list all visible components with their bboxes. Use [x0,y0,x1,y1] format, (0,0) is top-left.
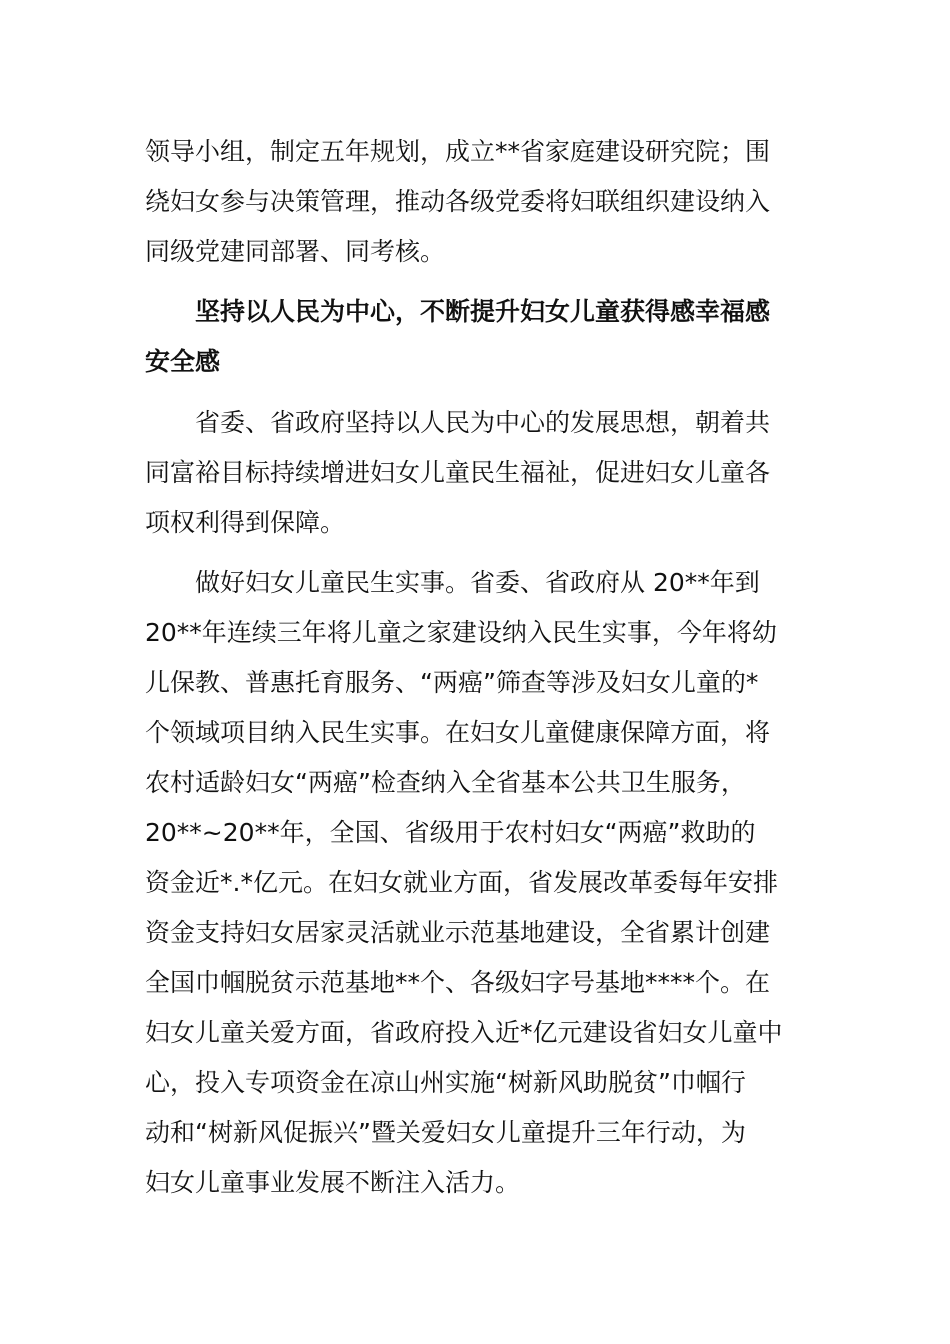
section-heading-line: 坚持以人民为中心，不断提升妇女儿童获得感幸福感 [195,297,771,326]
section-heading-line: 安全感 [145,347,221,376]
paragraph-line: 做好妇女儿童民生实事。省委、省政府从 20**年到 [195,568,760,597]
paragraph-line: 个领域项目纳入民生实事。在妇女儿童健康保障方面，将 [145,718,771,747]
paragraph-line: 动和“树新风促振兴”暨关爱妇女儿童提升三年行动，为 [145,1118,746,1147]
paragraph-line: 全国巾帼脱贫示范基地**个、各级妇字号基地****个。在 [145,968,771,997]
paragraph-line: 资金近*.*亿元。在妇女就业方面，省发展改革委每年安排 [145,868,778,897]
paragraph-line: 领导小组，制定五年规划，成立**省家庭建设研究院；围 [145,137,771,166]
paragraph-line: 省委、省政府坚持以人民为中心的发展思想，朝着共 [195,408,771,437]
paragraph-line: 儿保教、普惠托育服务、“两癌”筛查等涉及妇女儿童的* [145,668,759,697]
paragraph-line: 心，投入专项资金在凉山州实施“树新风助脱贫”巾帼行 [145,1068,746,1097]
paragraph-line: 同级党建同部署、同考核。 [145,237,446,266]
paragraph-line: 绕妇女参与决策管理，推动各级党委将妇联组织建设纳入 [145,187,771,216]
paragraph-line: 资金支持妇女居家灵活就业示范基地建设，全省累计创建 [145,918,771,947]
paragraph-line: 农村适龄妇女“两癌”检查纳入全省基本公共卫生服务， [145,768,746,797]
paragraph-line: 项权利得到保障。 [145,508,346,537]
paragraph-line: 20**年连续三年将儿童之家建设纳入民生实事，今年将幼 [145,618,777,647]
paragraph-line: 妇女儿童关爱方面，省政府投入近*亿元建设省妇女儿童中 [145,1018,783,1047]
paragraph-line: 同富裕目标持续增进妇女儿童民生福祉，促进妇女儿童各 [145,458,771,487]
paragraph-line: 20**~20**年，全国、省级用于农村妇女“两癌”救助的 [145,818,756,847]
paragraph-line: 妇女儿童事业发展不断注入活力。 [145,1168,521,1197]
